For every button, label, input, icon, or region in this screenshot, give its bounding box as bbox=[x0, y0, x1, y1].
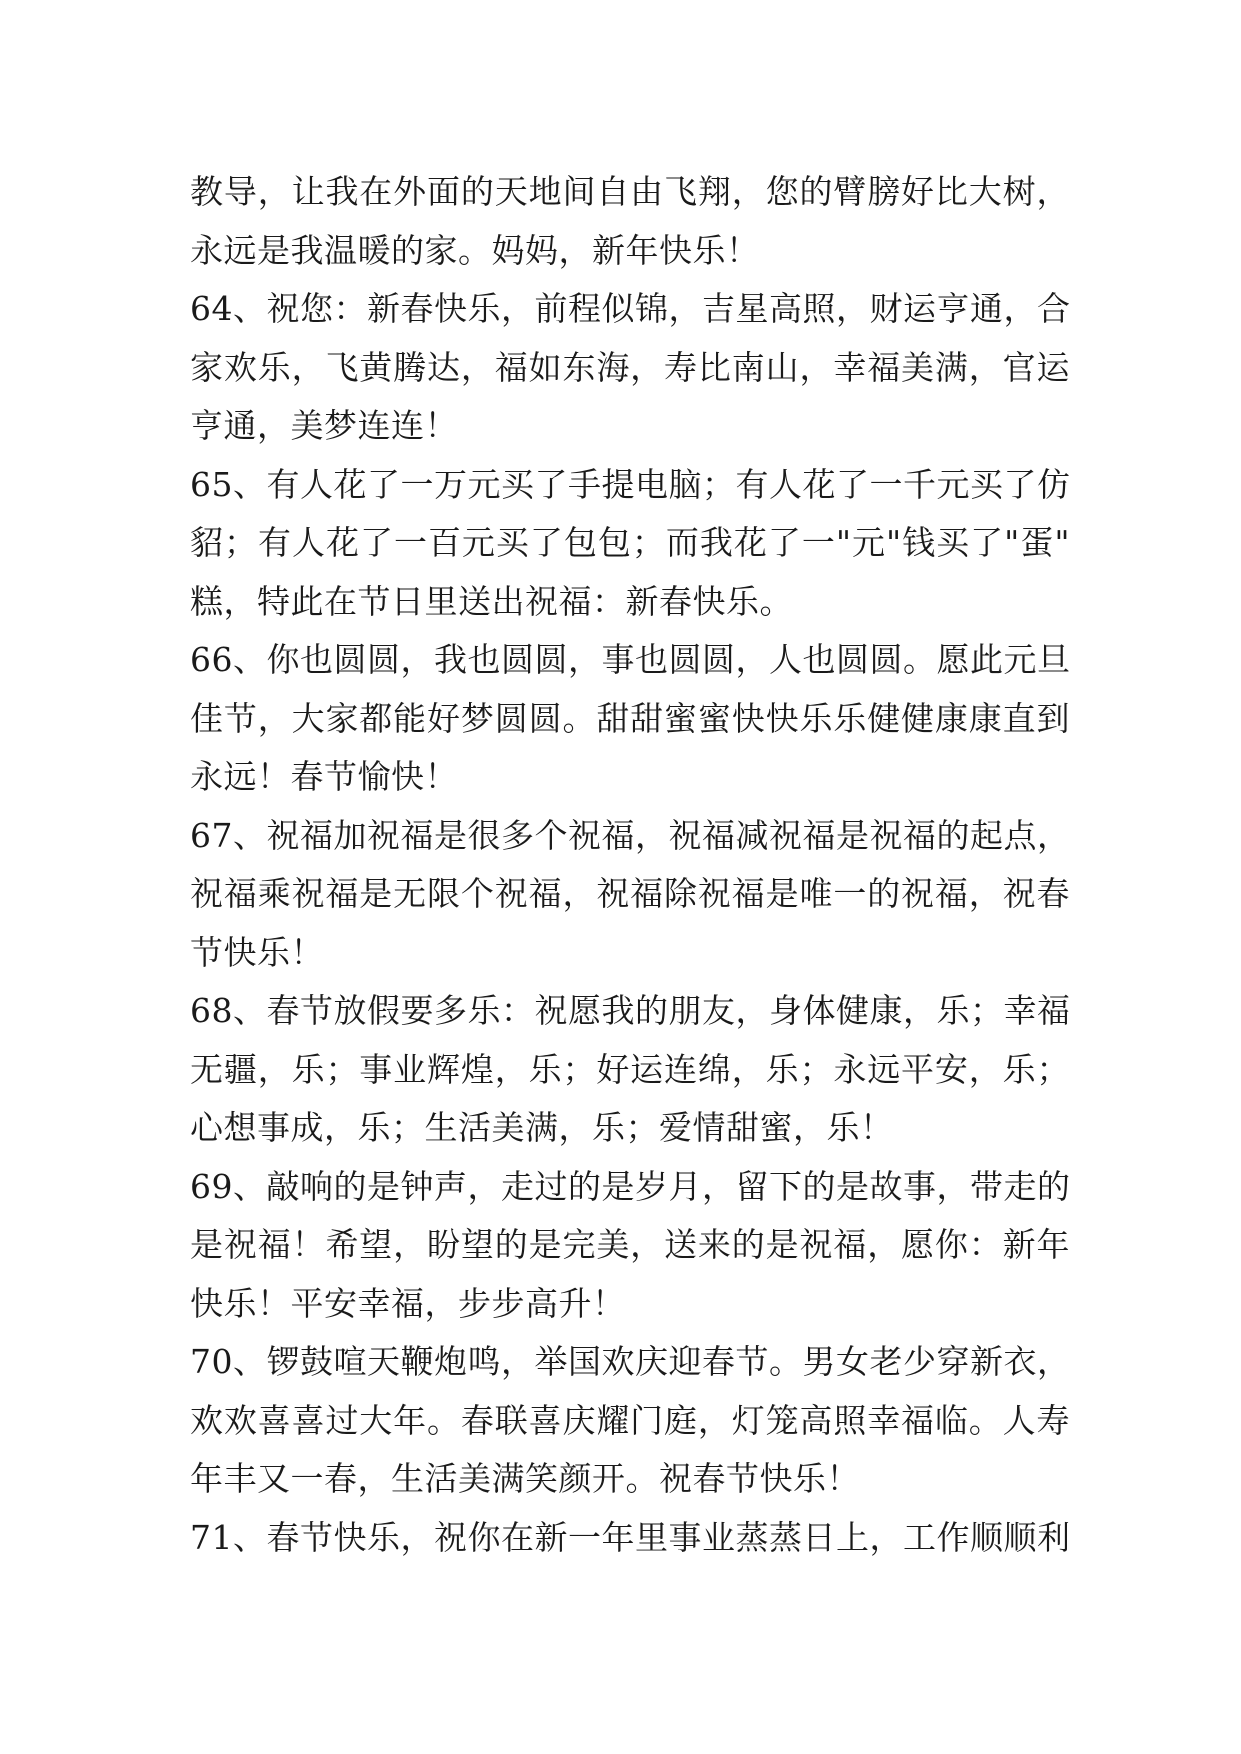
text-line: 70、锣鼓喧天鞭炮鸣，举国欢庆迎春节。男女老少穿新衣， bbox=[190, 1342, 1071, 1381]
text-line: 是祝福！希望，盼望的是完美，送来的是祝福，愿你：新年 bbox=[190, 1225, 1070, 1264]
text-line: 65、有人花了一万元买了手提电脑；有人花了一千元买了仿 bbox=[190, 464, 1071, 504]
text-line: 祝福乘祝福是无限个祝福，祝福除祝福是唯一的祝福，祝春 bbox=[190, 874, 1070, 913]
text-line: 心想事成，乐；生活美满，乐；爱情甜蜜，乐！ bbox=[190, 1108, 894, 1147]
text-line: 节快乐！ bbox=[190, 932, 324, 972]
text-line: 亨通，美梦连连！ bbox=[190, 406, 458, 445]
text-line: 69、敲响的是钟声，走过的是岁月，留下的是故事，带走的 bbox=[190, 1166, 1071, 1206]
text-line: 年丰又一春，生活美满笑颜开。祝春节快乐！ bbox=[190, 1459, 860, 1498]
text-line: 68、春节放假要多乐：祝愿我的朋友，身体健康，乐；幸福 bbox=[190, 991, 1071, 1030]
text-line: 永远！春节愉快！ bbox=[190, 757, 458, 796]
text-line: 欢欢喜喜过大年。春联喜庆耀门庭，灯笼高照幸福临。人寿 bbox=[190, 1400, 1070, 1440]
text-line: 永远是我温暖的家。妈妈，新年快乐！ bbox=[190, 230, 760, 270]
text-line: 无疆，乐；事业辉煌，乐；好运连绵，乐；永远平安，乐； bbox=[190, 1049, 1070, 1089]
text-line: 67、祝福加祝福是很多个祝福，祝福减祝福是祝福的起点， bbox=[190, 815, 1071, 855]
text-line: 家欢乐，飞黄腾达，福如东海，寿比南山，幸福美满，官运 bbox=[190, 347, 1070, 387]
body-text bbox=[190, 163, 1070, 1567]
text-line: 66、你也圆圆，我也圆圆，事也圆圆，人也圆圆。愿此元旦 bbox=[190, 640, 1071, 679]
text-line: 快乐！平安幸福，步步高升！ bbox=[190, 1283, 626, 1323]
text-line: 糕，特此在节日里送出祝福：新春快乐。 bbox=[190, 581, 793, 621]
text-line: 教导，让我在外面的天地间自由飞翔，您的臂膀好比大树， bbox=[190, 172, 1070, 211]
text-line: 佳节，大家都能好梦圆圆。甜甜蜜蜜快快乐乐健健康康直到 bbox=[190, 698, 1070, 738]
text-line: 64、祝您：新春快乐，前程似锦，吉星高照，财运亨通，合 bbox=[190, 289, 1071, 328]
text-line: 71、春节快乐，祝你在新一年里事业蒸蒸日上，工作顺顺利 bbox=[190, 1517, 1071, 1557]
text-line: 貂；有人花了一百元买了包包；而我花了一"元"钱买了"蛋" bbox=[190, 523, 1070, 562]
